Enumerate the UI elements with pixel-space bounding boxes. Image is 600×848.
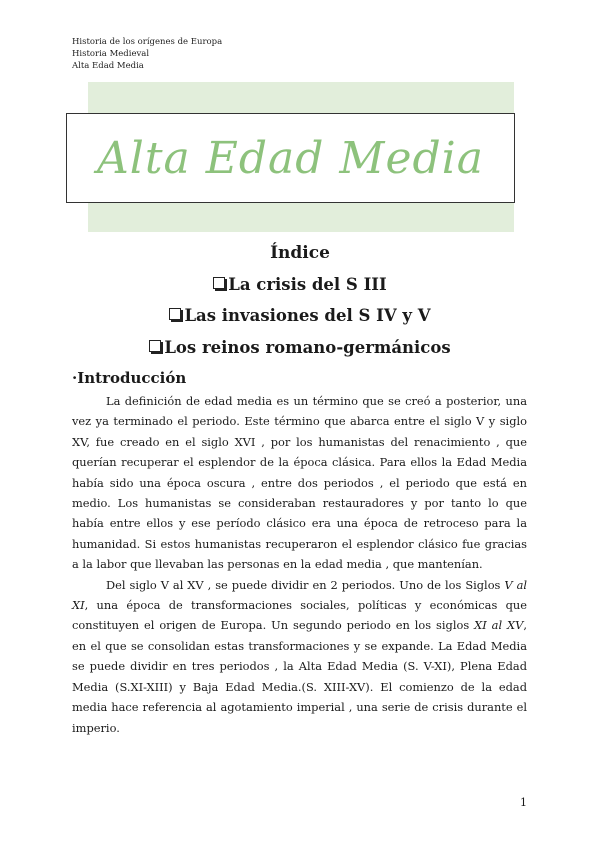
emphasis-period-2: XI al XV — [474, 618, 524, 633]
header-line-course: Historia de los orígenes de Europa — [72, 37, 223, 47]
header-line-subject: Historia Medieval — [72, 49, 150, 59]
header-line-topic: Alta Edad Media — [72, 61, 144, 71]
toc-item-reinos: Los reinos romano-germánicos — [60, 338, 540, 357]
emphasis-period-1: V al XI — [72, 577, 527, 613]
document-title: Alta Edad Media — [97, 132, 484, 184]
section-title-introduccion: ·Introducción — [72, 369, 187, 387]
paragraph-2: Del siglo V al XV , se puede dividir en 2 periodos. Uno de los Siglos V al XI, una época de transformaciones sociales, políticas y económicas que constituyen el origen de Europa. Un segundo periodo en los siglos XI al XV, en el que se consolidan estas transformaciones y se expande. La Edad Media se puede dividir en tres periodos , la Alta Edad Media (S. V-XI), Plena Edad Media (S.XI-XIII) y Baja Edad Media.(S. XIII-XV). El comienzo de la edad media hace referencia al agotamiento imperial , una serie de crisis durante el imperio. — [72, 577, 528, 735]
checkbox-bullet-icon — [149, 340, 161, 352]
title-banner — [66, 113, 515, 203]
page-number: 1 — [520, 796, 527, 809]
toc-item-invasiones: Las invasiones del S IV y V — [60, 306, 540, 325]
toc-heading: Índice — [270, 243, 330, 263]
toc-item-crisis: La crisis del S III — [60, 275, 540, 294]
checkbox-bullet-icon — [169, 308, 181, 320]
body-text — [72, 391, 527, 738]
paragraph-1: La definición de edad media es un término que se creó a posterior, una vez ya terminado el periodo. Este término que abarca entre el siglo V y siglo XV, fue creado en el siglo XVI , por los humanistas del renacimiento , que querían recuperar el esplendor de la época clásica. Para ellos la Edad Media había sido una época oscura , entre dos periodos , el periodo que está en medio. Los humanistas se consideraban restauradores y por tanto lo que había entre ellos y ese período clásico era una época de retroceso para la humanidad. Si estos humanistas recuperaron el esplendor clásico fue gracias a la labor que llevaban las personas en la edad media , que mantenían. — [72, 394, 527, 572]
page-header — [72, 36, 222, 72]
checkbox-bullet-icon — [213, 277, 225, 289]
